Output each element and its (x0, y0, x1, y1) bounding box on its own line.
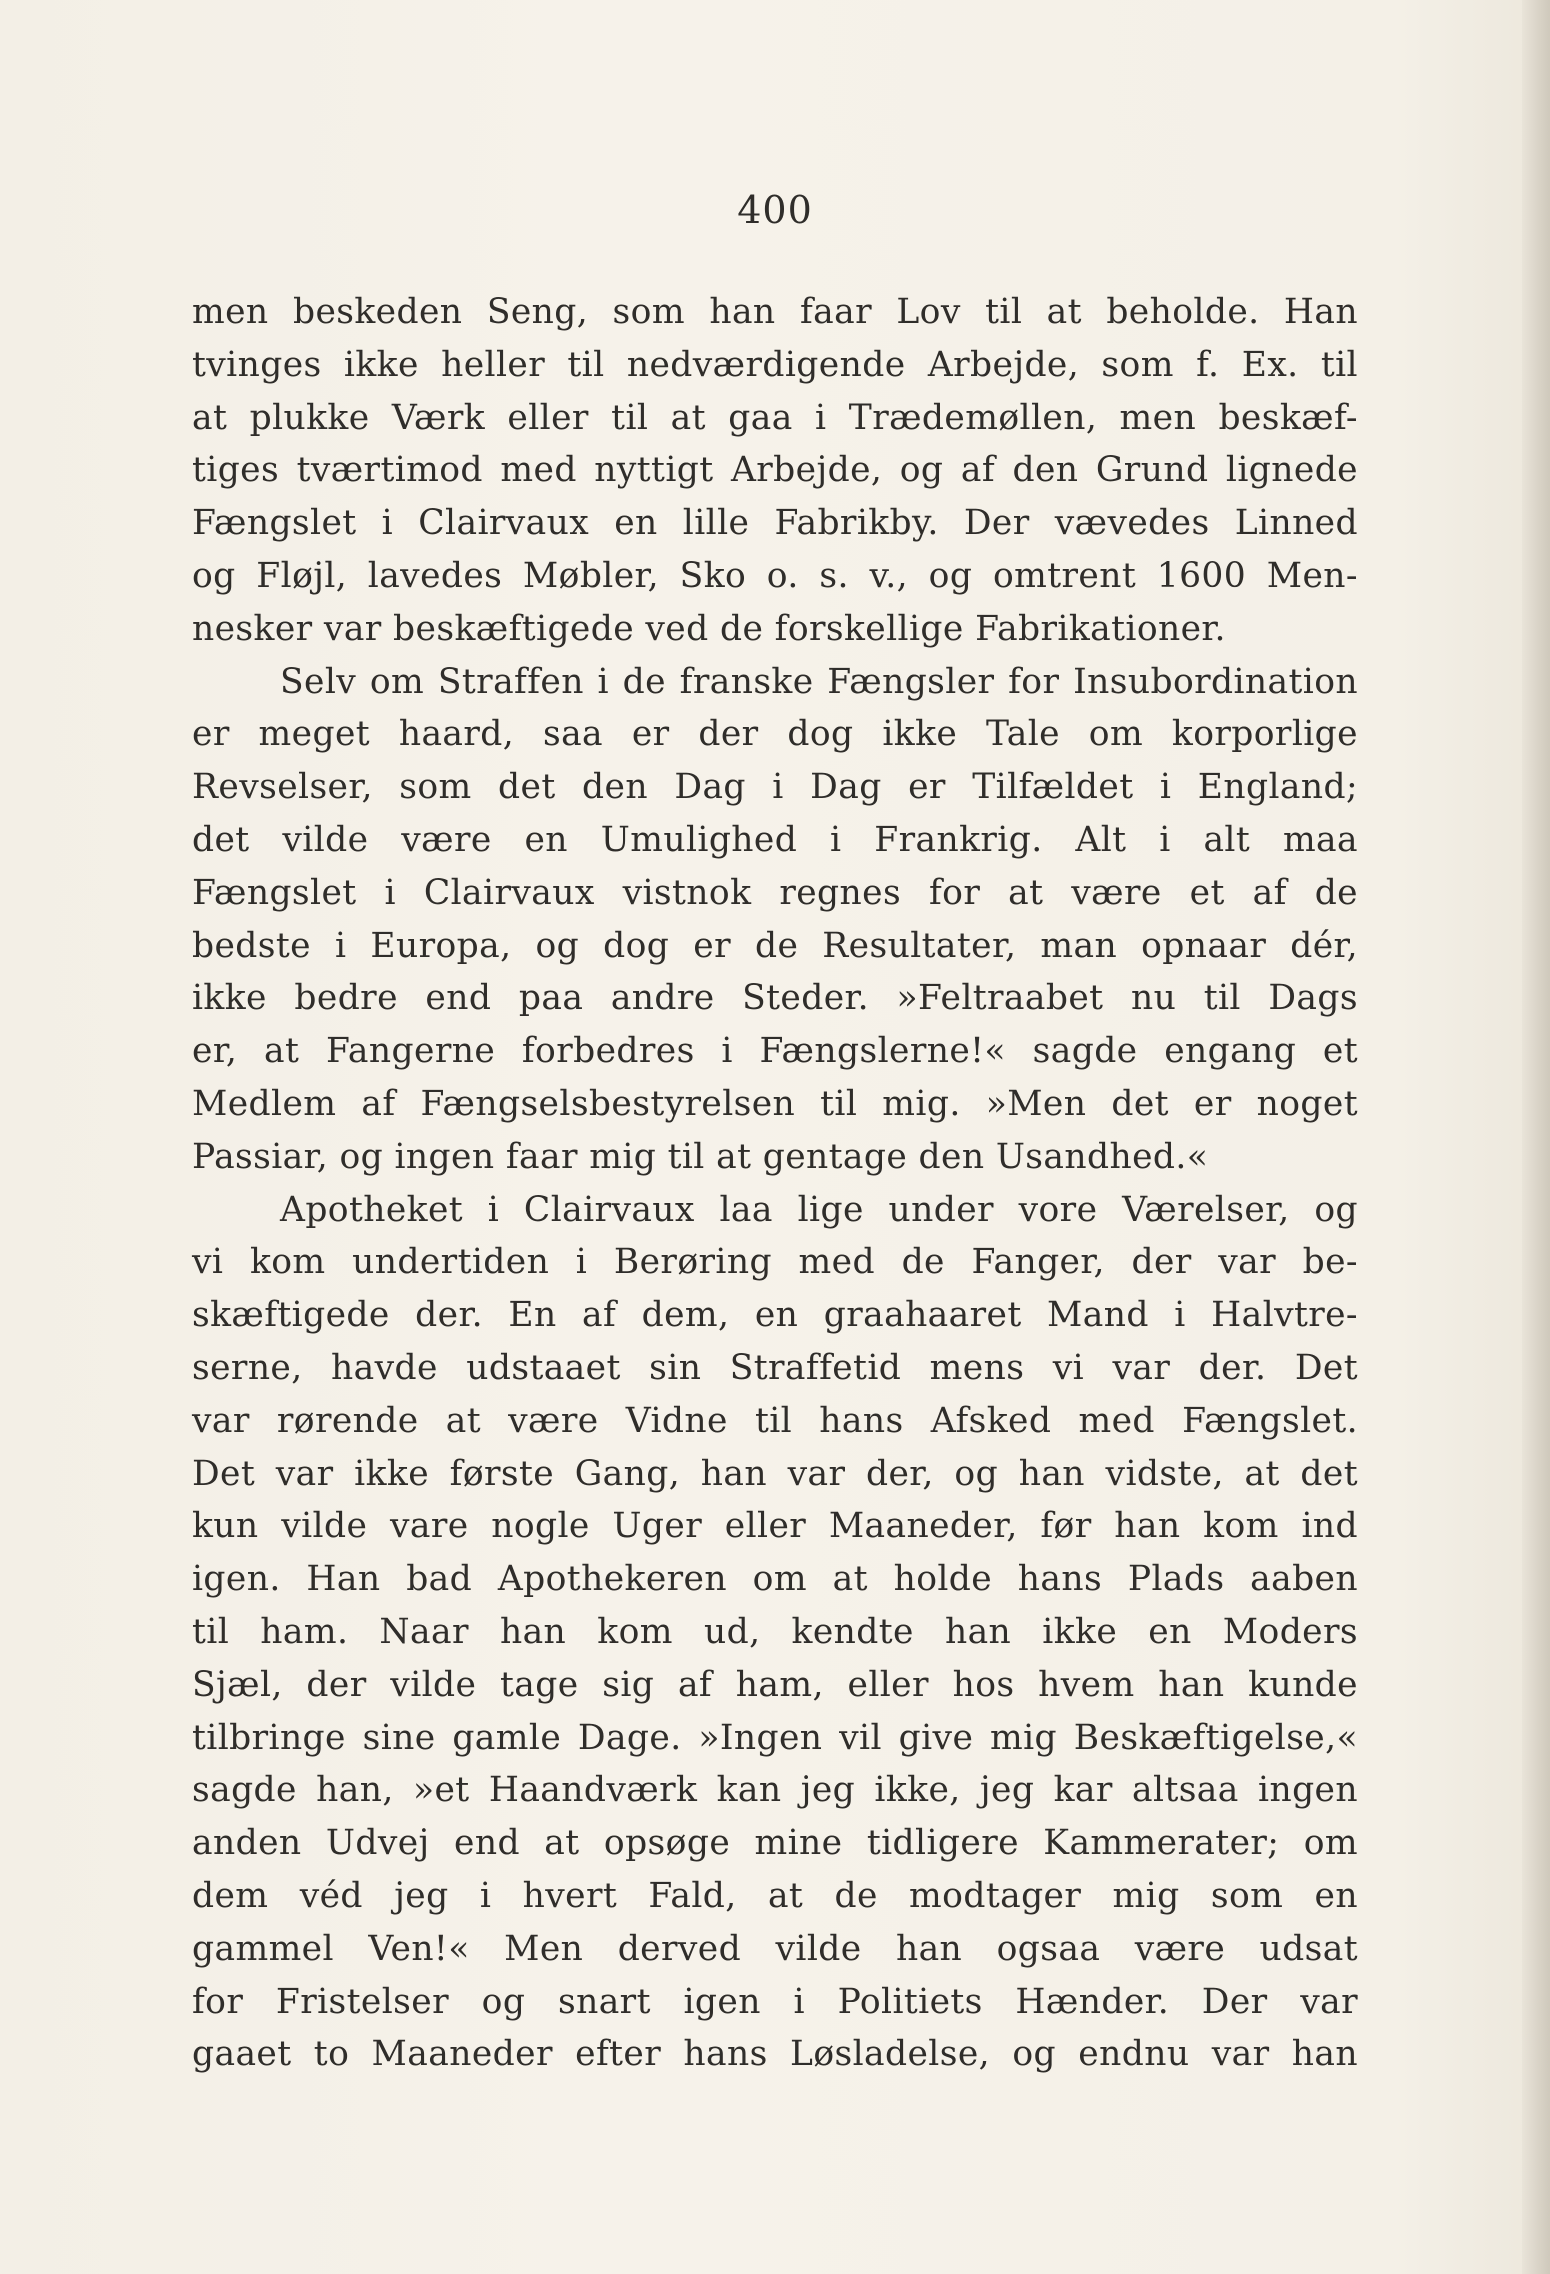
text-line: tiges tværtimod med nyttigt Arbejde, og af den Grund lignede (192, 450, 1358, 491)
text-line: Fængslet i Clairvaux en lille Fabrikby. Der vævedes Linned (192, 503, 1358, 544)
page-number: 400 (737, 188, 813, 232)
text-line: det vilde være en Umulighed i Frankrig. Alt i alt maa (192, 819, 1358, 860)
text-line: er, at Fangerne forbedres i Fængslerne!« sagde engang et (192, 1031, 1358, 1072)
text-line: tvinges ikke heller til nedværdigende Arbejde, som f. Ex. til (192, 344, 1358, 385)
text-line: at plukke Værk eller til at gaa i Trædemøllen, men beskæf- (192, 397, 1358, 438)
text-line: Apotheket i Clairvaux laa lige under vore Værelser, og (280, 1189, 1358, 1230)
text-line: for Fristelser og snart igen i Politiets Hænder. Der var (192, 1981, 1358, 2022)
text-line: Passiar, og ingen faar mig til at gentage den Usandhed.« (192, 1136, 1209, 1177)
text-line: dem véd jeg i hvert Fald, at de modtager mig som en (192, 1875, 1358, 1916)
text-line: anden Udvej end at opsøge mine tidligere Kammerater; om (192, 1823, 1358, 1864)
text-line: men beskeden Seng, som han faar Lov til at beholde. Han (192, 292, 1358, 332)
text-line: sagde han, »et Haandværk kan jeg ikke, jeg kar altsaa ingen (192, 1770, 1358, 1811)
body-text (192, 286, 1358, 2081)
text-line: igen. Han bad Apothekeren om at holde hans Plads aaben (192, 1559, 1358, 1600)
text-line: og Fløjl, lavedes Møbler, Sko o. s. v., og omtrent 1600 Men- (192, 555, 1358, 596)
text-line: skæftigede der. En af dem, en graahaaret Mand i Halvtre- (192, 1295, 1358, 1336)
text-line: var rørende at være Vidne til hans Afsked med Fængslet. (192, 1400, 1358, 1441)
text-line: Det var ikke første Gang, han var der, og han vidste, at det (192, 1453, 1358, 1494)
text-line: Medlem af Fængselsbestyrelsen til mig. »Men det er noget (192, 1083, 1358, 1124)
text-line: er meget haard, saa er der dog ikke Tale om korporlige (192, 714, 1358, 755)
text-line: vi kom undertiden i Berøring med de Fanger, der var be- (192, 1242, 1358, 1283)
text-line: serne, havde udstaaet sin Straffetid mens vi var der. Det (192, 1347, 1358, 1388)
text-line: gammel Ven!« Men derved vilde han ogsaa være udsat (192, 1928, 1358, 1969)
text-line: nesker var beskæftigede ved de forskellige Fabrikationer. (192, 608, 1226, 649)
text-line: Fængslet i Clairvaux vistnok regnes for at være et af de (192, 872, 1358, 913)
text-line: bedste i Europa, og dog er de Resultater, man opnaar dér, (192, 925, 1358, 966)
page-edge-shadow (1522, 0, 1550, 2274)
text-line: kun vilde vare nogle Uger eller Maaneder, før han kom ind (192, 1506, 1358, 1547)
text-line: Selv om Straffen i de franske Fængsler for Insubordination (280, 661, 1358, 702)
text-line: ikke bedre end paa andre Steder. »Feltraabet nu til Dags (192, 978, 1358, 1019)
text-line: Revselser, som det den Dag i Dag er Tilfældet i England; (192, 767, 1358, 808)
text-line: gaaet to Maaneder efter hans Løsladelse, og endnu var han (192, 2034, 1358, 2075)
text-line: Sjæl, der vilde tage sig af ham, eller hos hvem han kunde (192, 1664, 1358, 1705)
text-line: til ham. Naar han kom ud, kendte han ikke en Moders (192, 1611, 1358, 1652)
text-line: tilbringe sine gamle Dage. »Ingen vil give mig Beskæftigelse,« (192, 1717, 1358, 1758)
